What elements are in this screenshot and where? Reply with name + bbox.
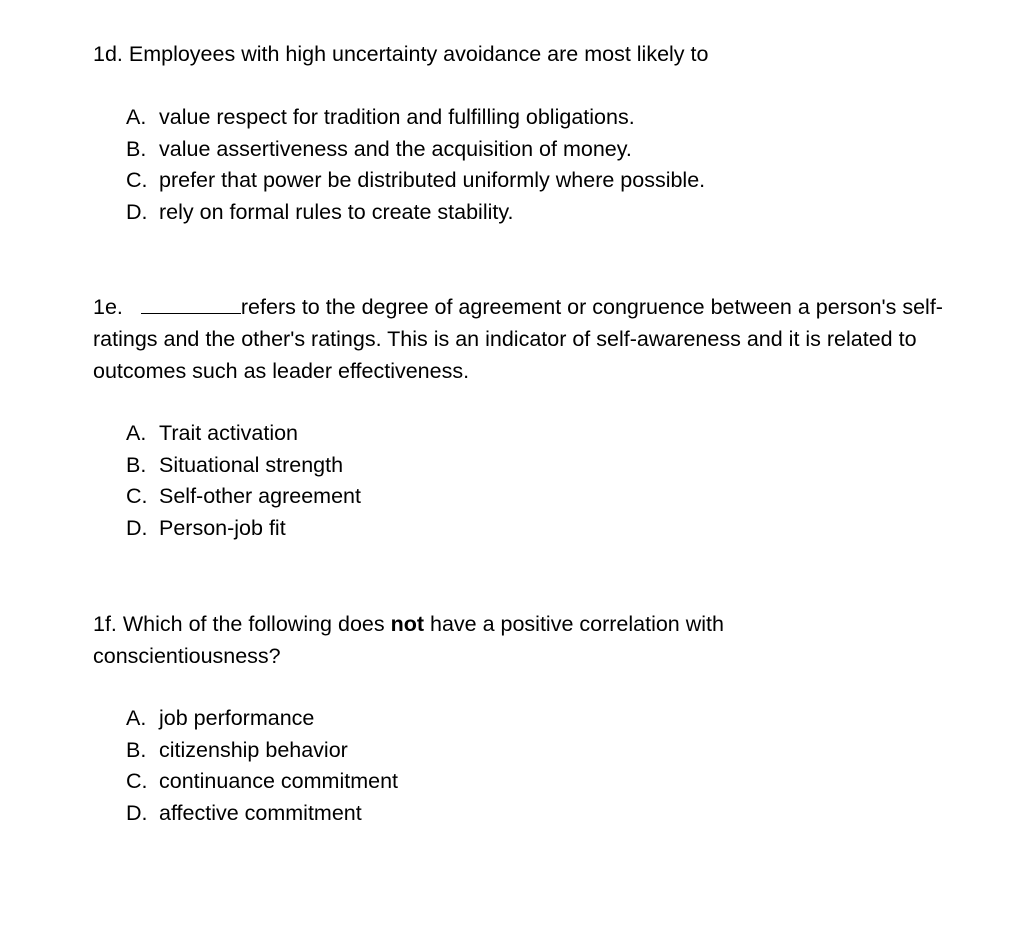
question-1f-option-b bbox=[126, 735, 398, 767]
question-1e-option-c bbox=[126, 481, 361, 513]
option-letter: C. bbox=[126, 168, 148, 193]
option-letter: A. bbox=[126, 421, 147, 445]
question-1d-option-b bbox=[126, 134, 705, 166]
option-text: value respect for tradition and fulfilling obligations. bbox=[159, 105, 635, 129]
option-letter: D. bbox=[126, 200, 148, 225]
option-text: citizenship behavior bbox=[159, 737, 348, 762]
option-letter: A. bbox=[126, 706, 147, 730]
option-text: job performance bbox=[159, 706, 315, 730]
question-1e-option-d bbox=[126, 513, 361, 545]
option-letter: A. bbox=[126, 105, 147, 129]
option-letter: B. bbox=[126, 452, 147, 477]
option-text: Person-job fit bbox=[159, 516, 286, 541]
option-text: Trait activation bbox=[159, 421, 299, 445]
question-1e-option-b bbox=[126, 450, 361, 482]
question-1f-option-a bbox=[126, 703, 398, 735]
question-1f-stem bbox=[93, 608, 813, 672]
question-1e-text: refers to the degree of agreement or congruence between a person's self-ratings and the other's ratings. This is an indicator of self-awareness and it is related to outcomes such as leader effectiveness. bbox=[93, 295, 943, 383]
question-1d-stem bbox=[93, 38, 953, 70]
option-text: continuance commitment bbox=[159, 769, 398, 794]
fill-in-blank bbox=[141, 291, 241, 314]
option-letter: C. bbox=[126, 484, 148, 509]
question-1e-number: 1e. bbox=[93, 295, 123, 319]
option-letter: C. bbox=[126, 769, 148, 794]
option-letter: B. bbox=[126, 737, 147, 762]
option-letter: B. bbox=[126, 136, 147, 161]
option-text: prefer that power be distributed uniformly where possible. bbox=[159, 168, 706, 193]
question-1f-option-c bbox=[126, 766, 398, 798]
question-1e-option-a bbox=[126, 418, 361, 450]
question-1d-text: 1d. Employees with high uncertainty avoidance are most likely to bbox=[93, 42, 709, 66]
question-1f-option-d bbox=[126, 798, 398, 830]
question-1f-options bbox=[126, 703, 398, 830]
question-1d-option-a bbox=[126, 102, 705, 134]
option-text: affective commitment bbox=[159, 801, 362, 826]
option-text: Self-other agreement bbox=[159, 484, 361, 509]
option-letter: D. bbox=[126, 516, 148, 541]
option-text: value assertiveness and the acquisition of money. bbox=[159, 136, 632, 161]
option-letter: D. bbox=[126, 801, 148, 826]
question-1d-options bbox=[126, 102, 705, 229]
question-1d-option-d bbox=[126, 197, 705, 229]
question-1f-text-after: have a positive correlation with conscientiousness? bbox=[93, 612, 724, 668]
question-1f-text-before: 1f. Which of the following does bbox=[93, 612, 391, 636]
option-text: rely on formal rules to create stability. bbox=[159, 200, 514, 225]
question-1e-options bbox=[126, 418, 361, 545]
question-1f-emphasis: not bbox=[390, 612, 425, 636]
question-1e-stem bbox=[93, 291, 953, 387]
question-1d-option-c bbox=[126, 165, 705, 197]
option-text: Situational strength bbox=[159, 452, 344, 477]
